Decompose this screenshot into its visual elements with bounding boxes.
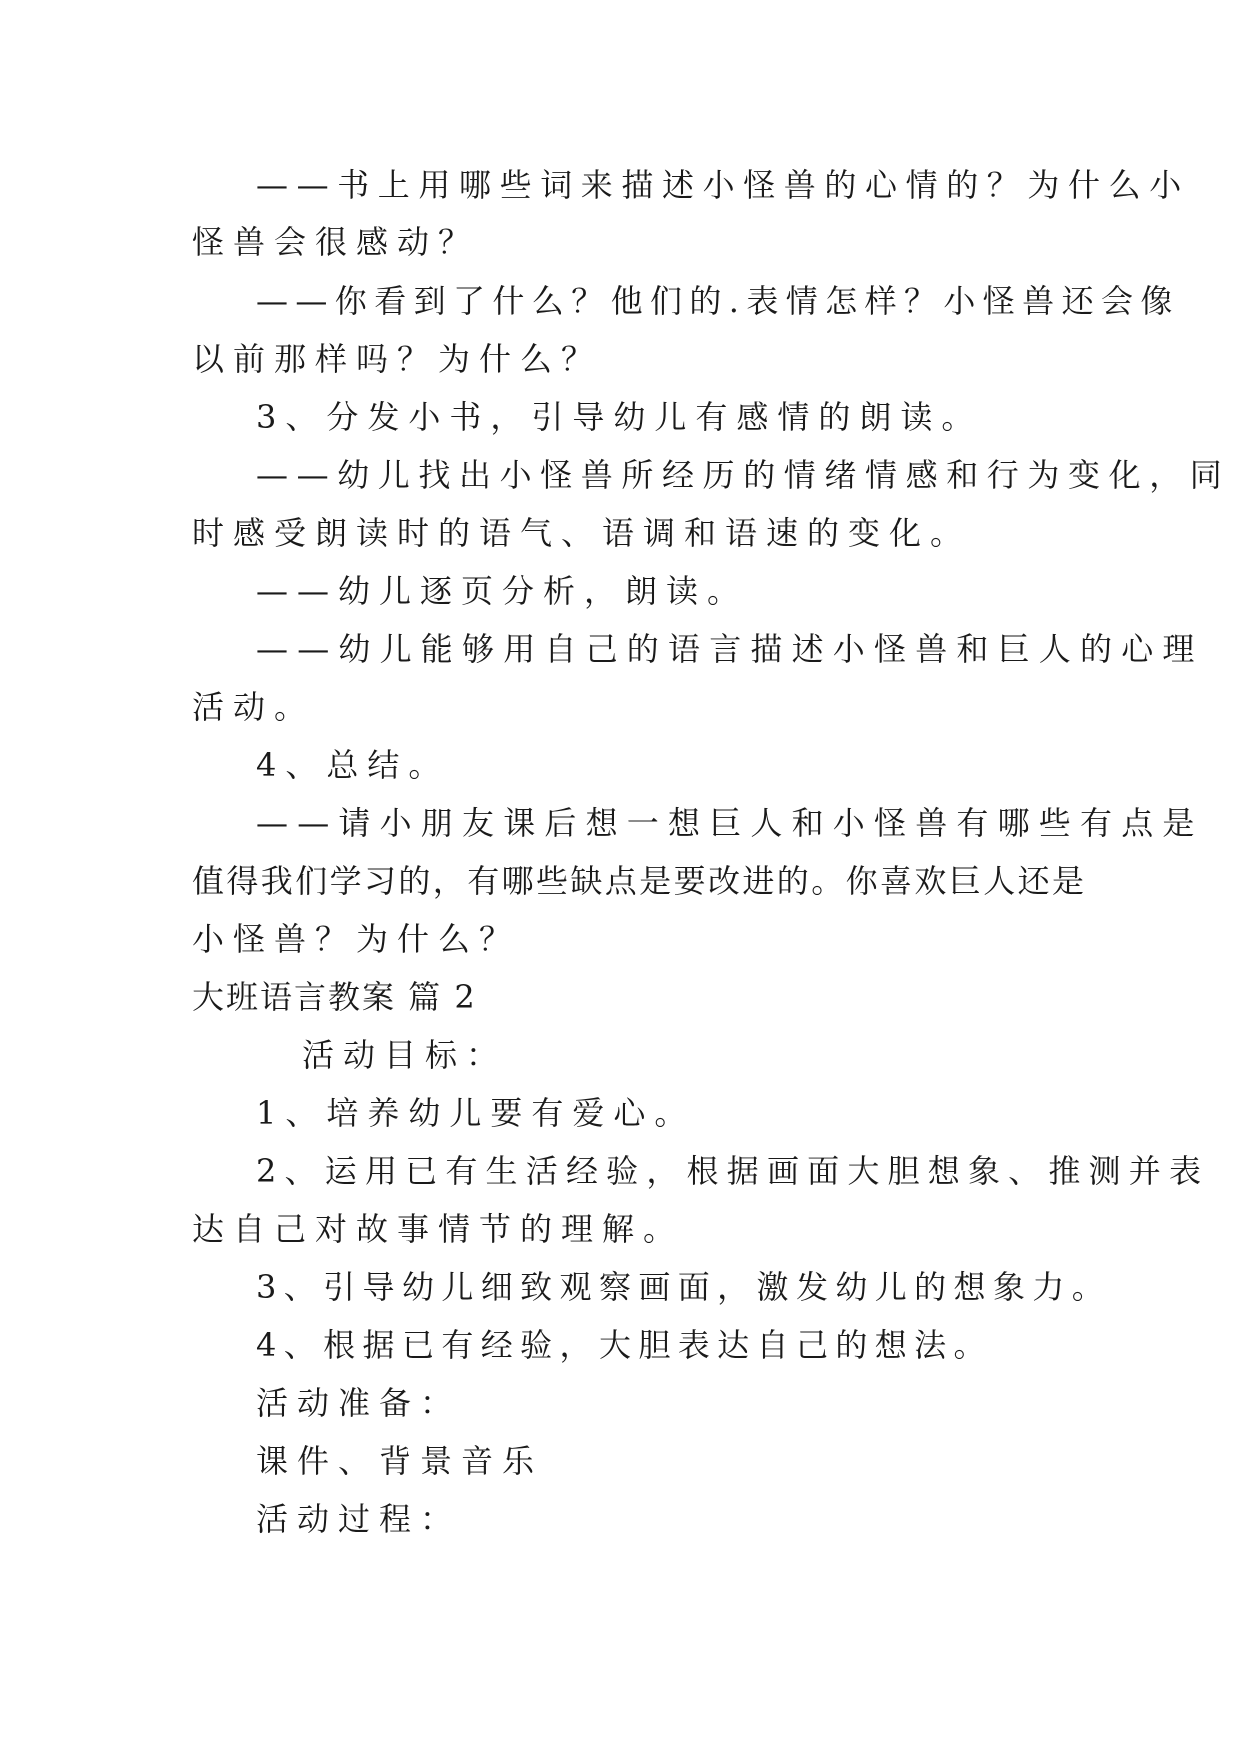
- paragraph-line: ——幼儿找出小怪兽所经历的情绪情感和行为变化，同: [256, 456, 1231, 494]
- paragraph-line: 课件、背景音乐: [256, 1442, 544, 1480]
- paragraph-line: 时感受朗读时的语气、语调和语速的变化。: [192, 514, 972, 552]
- paragraph-line: 4、根据已有经验，大胆表达自己的想法。: [256, 1326, 993, 1364]
- section-heading: 大班语言教案 篇 2: [192, 978, 477, 1016]
- paragraph-line: ——书上用哪些词来描述小怪兽的心情的？为什么小: [256, 166, 1190, 204]
- paragraph-line: 4、总结。: [256, 746, 450, 784]
- paragraph-line: ——请小朋友课后想一想巨人和小怪兽有哪些有点是: [256, 804, 1204, 842]
- paragraph-line: 怪兽会很感动？: [192, 223, 480, 261]
- paragraph-line: 活动准备：: [256, 1384, 462, 1422]
- paragraph-line: 活动过程：: [256, 1500, 462, 1538]
- paragraph-line: 3、分发小书，引导幼儿有感情的朗读。: [256, 398, 983, 436]
- paragraph-line: 活动。: [192, 688, 316, 726]
- paragraph-line: 1、培养幼儿要有爱心。: [256, 1094, 696, 1132]
- paragraph-line: 活动目标：: [302, 1036, 508, 1074]
- paragraph-line: 3、引导幼儿细致观察画面，激发幼儿的想象力。: [256, 1268, 1112, 1306]
- paragraph-line: 以前那样吗？为什么？: [192, 340, 603, 378]
- paragraph-line: ——你看到了什么？他们的.表情怎样？小怪兽还会像: [256, 282, 1180, 320]
- paragraph-line: ——幼儿逐页分析，朗读。: [256, 572, 749, 610]
- paragraph-line: 达自己对故事情节的理解。: [192, 1210, 685, 1248]
- paragraph-line: 2、运用已有生活经验，根据画面大胆想象、推测并表: [256, 1152, 1210, 1190]
- paragraph-line: 值得我们学习的，有哪些缺点是要改进的。你喜欢巨人还是: [192, 862, 1087, 900]
- paragraph-line: ——幼儿能够用自己的语言描述小怪兽和巨人的心理: [256, 630, 1204, 668]
- paragraph-line: 小怪兽？为什么？: [192, 920, 521, 958]
